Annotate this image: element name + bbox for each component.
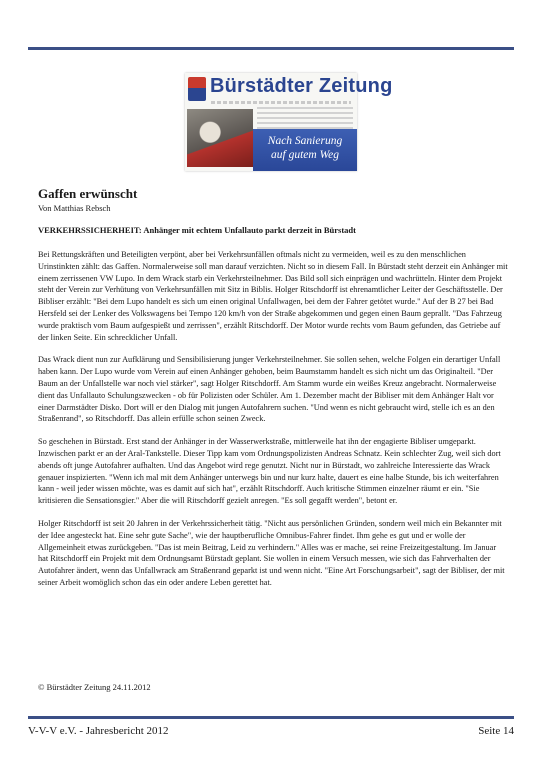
footer-page-number: Seite 14	[478, 725, 514, 737]
article-paragraph: Das Wrack dient nun zur Aufklärung und Sensibilisierung junger Verkehrsteilnehmer. Sie sollen sehen, welche Folgen ein derartiger Unfall haben kann. Der Lupo wurde vom Verein auf einen Anhänger gehoben, beim Baumstamm handelt es sich nicht um das Originalteil. "Der Baum an der Unfallstelle war noch viel stärker", sagt Holger Ritschdorff. Am Stamm wurde ein weißes Kreuz angebracht. Normalerweise dient das Unfallauto Schulungszwecken - ob für Polizisten oder Schüler. Am 1. Dezember macht der Bibliser mit dem Anhänger Halt vor einer Darmstädter Disko. Dort will er den Dialog mit jungen Autofahrern suchen. "Und wenn es nicht gebraucht wird, stelle ich es an den Straßenrand", so Ritschdorff. Das allein erfülle schon seinen Zweck.	[38, 355, 501, 424]
article-paragraph: Holger Ritschdorff ist seit 20 Jahren in der Verkehrssicherheit tätig. "Nicht aus persönlichen Gründen, sondern weil mich ein Bekannter mit der Idee angesteckt hat. Eine sehr gute Sache", wie der hauptberufliche Omnibus-Fahrer findet. Ihm gehe es gut und er wolle der Allgemeinheit etwas zurückgeben. "Das ist mein Beitrag, Leid zu verhindern." Alles was er mache, sei reine Freizeitgestaltung. Im Januar hat Ritschdorff ein Projekt mit dem Ordnungsamt Bürstadt geplant. Sie wollen in einem Versuch messen, wie sich das Fahrverhalten der Autofahrer ändert, wenn das Unfallwrack am Straßenrand geparkt ist und wenn nicht. "Eine Art Forschungsarbeit", sagt der Bibliser, der mit seiner Arbeit womöglich schon das ein oder andere Leben gerettet hat.	[38, 518, 505, 587]
masthead-banner	[253, 129, 357, 171]
article-subhead: VERKEHRSSICHERHEIT: Anhänger mit echtem Unfallauto parkt derzeit in Bürstadt	[38, 225, 356, 235]
masthead-title: Bürstädter Zeitung	[210, 75, 393, 97]
banner-line-2: auf gutem Weg	[271, 149, 339, 161]
masthead-photo	[187, 109, 253, 167]
masthead-text-block	[257, 107, 353, 129]
article-byline: Von Matthias Rebsch	[38, 203, 111, 213]
article-copyright: © Bürstädter Zeitung 24.11.2012	[38, 682, 151, 692]
footer-rule	[28, 716, 514, 719]
article-paragraph: Bei Rettungskräften und Beteiligten verpönt, aber bei Verkehrsunfällen oftmals nicht zu vermeiden, weil es zu den menschlichen Urinstinkten zählt: das Gaffen. Normalerweise soll man darauf verzichten. Nicht so in diesem Fall. In Bürstadt steht derzeit ein Anhänger mit einem zerrissenen VW Lupo. In dem Wrack starb ein Verkehrsteilnehmer. Das Bild soll sich einprägen und wachrütteln. Hinter dem Projekt steht der Verein zur Verhütung von Verkehrsunfällen mit Sitz in Biblis. Holger Ritschdorff ist ehrenamtlicher Leiter der Geschäftsstelle. Der Bibliser erzählt: "Bei dem Lupo handelt es sich um einen original Unfallwagen, bei dem der Fahrer getötet wurde." Auf der B 27 bei Bad Hersfeld sei der Lenker des Volkswagens bei Tempo 120 km/h von der Straße abgekommen und gegen einen Baum geprallt. "Das Fahrzeug wurde praktisch vom Baum aufgespießt und zerrissen", erzählt Ritschdorff. Der Motor wurde rechts vom Baum gefunden, das Getriebe auf der linken Seite. Ein schrecklicher Unfall.	[38, 250, 508, 342]
article-paragraph: So geschehen in Bürstadt. Erst stand der Anhänger in der Wasserwerkstraße, mittlerweile hat ihn der engagierte Bibliser umgeparkt. Inzwischen parkt er an der Aral-Tankstelle. Dieser Tipp kam vom Ordnungspolizisten Andreas Schnatz. Kein schlechter Zug, weil sich dort abends oft junge Autofahrer aufhalten. Und das Angebot wird rege genutzt. Nicht nur in Bürstadt, wo zahlreiche Interessierte das Wrack genauer inspizierten. "Wenn ich mal mit dem Anhänger unterwegs bin und nur kurz halte, dauert es eine halbe Stunde, bis ich weiterfahren kann - weil jeder wissen möchte, was es damit auf sich hat", erzählt Ritschdorff. Auch kritische Stimmen einzelner räumt er ein. "Sie kritisieren die Sensationsgier." Aber die will Ritschdorff gezielt anregen. "Es soll gegafft werden", betont er.	[38, 437, 501, 506]
newspaper-masthead-image	[185, 73, 393, 171]
article-body	[38, 249, 508, 600]
header-rule	[28, 47, 514, 50]
banner-line-1: Nach Sanierung	[267, 135, 343, 147]
newspaper-logo-icon	[188, 77, 206, 101]
footer-report-title: V-V-V e.V. - Jahresbericht 2012	[28, 725, 169, 737]
article-title: Gaffen erwünscht	[38, 186, 138, 201]
masthead-subline	[211, 101, 351, 104]
